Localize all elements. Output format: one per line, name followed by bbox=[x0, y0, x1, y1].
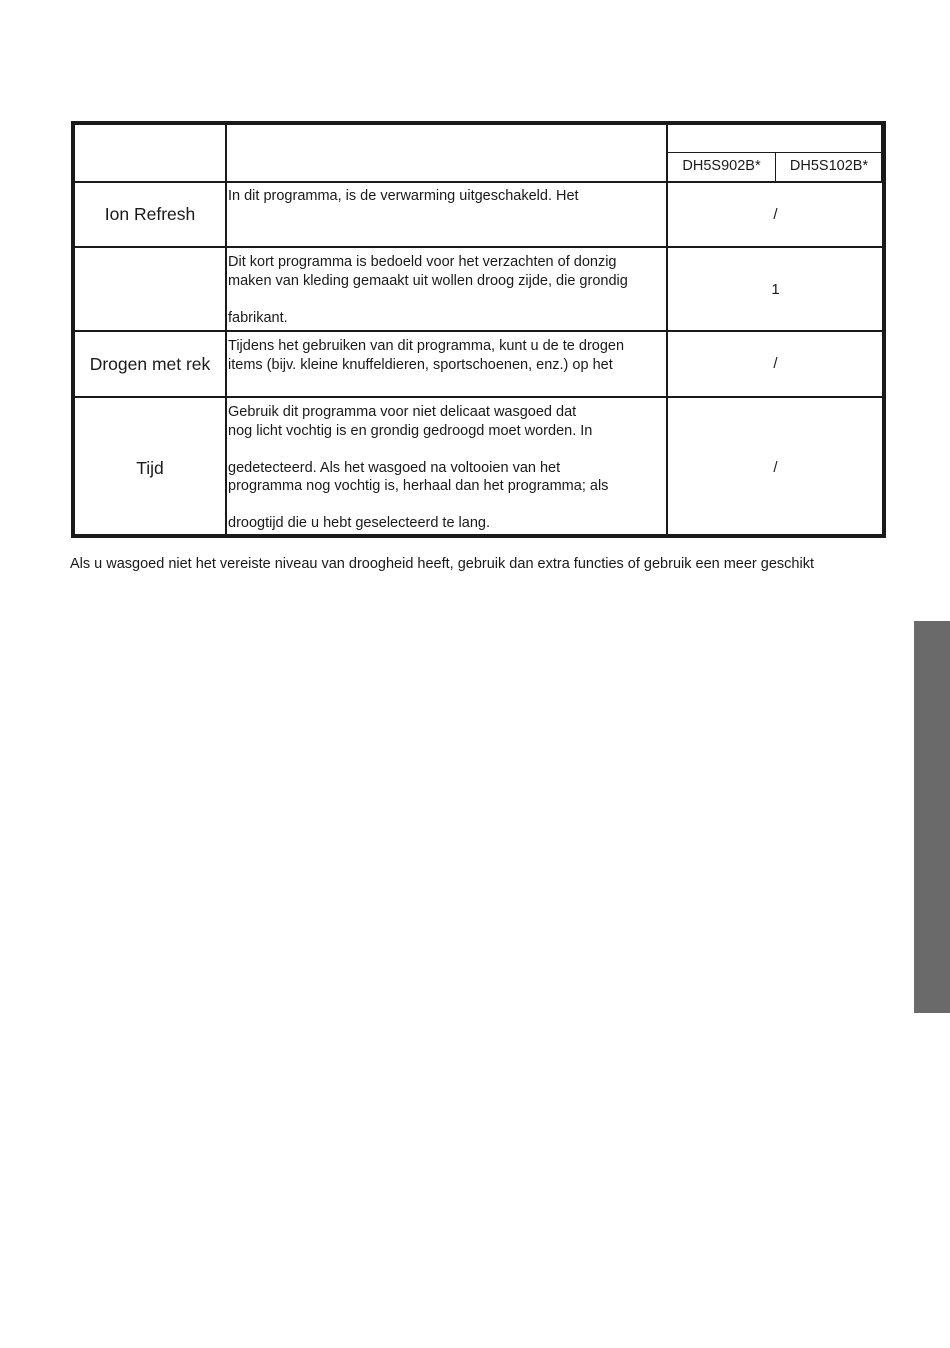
row-divider bbox=[75, 246, 882, 248]
description-line: items (bijv. kleine knuffeldieren, sportschoenen, enz.) op het bbox=[228, 356, 613, 373]
footnote: Als u wasgoed niet het vereiste niveau van droogheid heeft, gebruik dan extra functies of gebruik een meer geschikt bbox=[70, 556, 814, 572]
program-name: Drogen met rek bbox=[89, 354, 211, 374]
program-description bbox=[228, 187, 579, 206]
availability-value: / bbox=[773, 355, 778, 372]
description-line: maken van kleding gemaakt uit wollen droog zijde, die grondig bbox=[228, 272, 628, 289]
program-description bbox=[228, 403, 608, 533]
description-line: Gebruik dit programma voor niet delicaat wasgoed dat bbox=[228, 404, 577, 420]
side-tab-marker bbox=[914, 621, 950, 1013]
description-line: fabrikant. bbox=[228, 309, 288, 326]
availability-value: 1 bbox=[771, 281, 780, 298]
row-divider bbox=[75, 330, 882, 332]
program-description bbox=[228, 253, 628, 327]
program-name: Ion Refresh bbox=[104, 204, 196, 224]
header-subdivider bbox=[668, 152, 883, 153]
model-label-1: DH5S902B* bbox=[682, 158, 761, 174]
description-line: droogtijd die u hebt geselecteerd te lang. bbox=[228, 515, 490, 531]
description-line: Tijdens het gebruiken van dit programma, kunt u de te drogen bbox=[228, 338, 625, 354]
availability-value: / bbox=[773, 206, 778, 223]
description-line: programma nog vochtig is, herhaal dan het programma; als bbox=[228, 478, 609, 494]
description-line: gedetecteerd. Als het wasgoed na voltooien van het bbox=[228, 459, 561, 476]
row-divider bbox=[75, 396, 882, 398]
description-line: Dit kort programma is bedoeld voor het verzachten of donzig bbox=[228, 254, 617, 270]
description-line: nog licht vochtig is en grondig gedroogd moet worden. In bbox=[228, 422, 593, 439]
model-label-2: DH5S102B* bbox=[789, 158, 869, 174]
program-name: Tijd bbox=[136, 458, 164, 478]
description-line: In dit programma, is de verwarming uitgeschakeld. Het bbox=[228, 188, 579, 204]
row-divider bbox=[75, 181, 882, 183]
program-description bbox=[228, 337, 624, 374]
program-table bbox=[71, 121, 886, 538]
availability-value: / bbox=[773, 459, 778, 476]
